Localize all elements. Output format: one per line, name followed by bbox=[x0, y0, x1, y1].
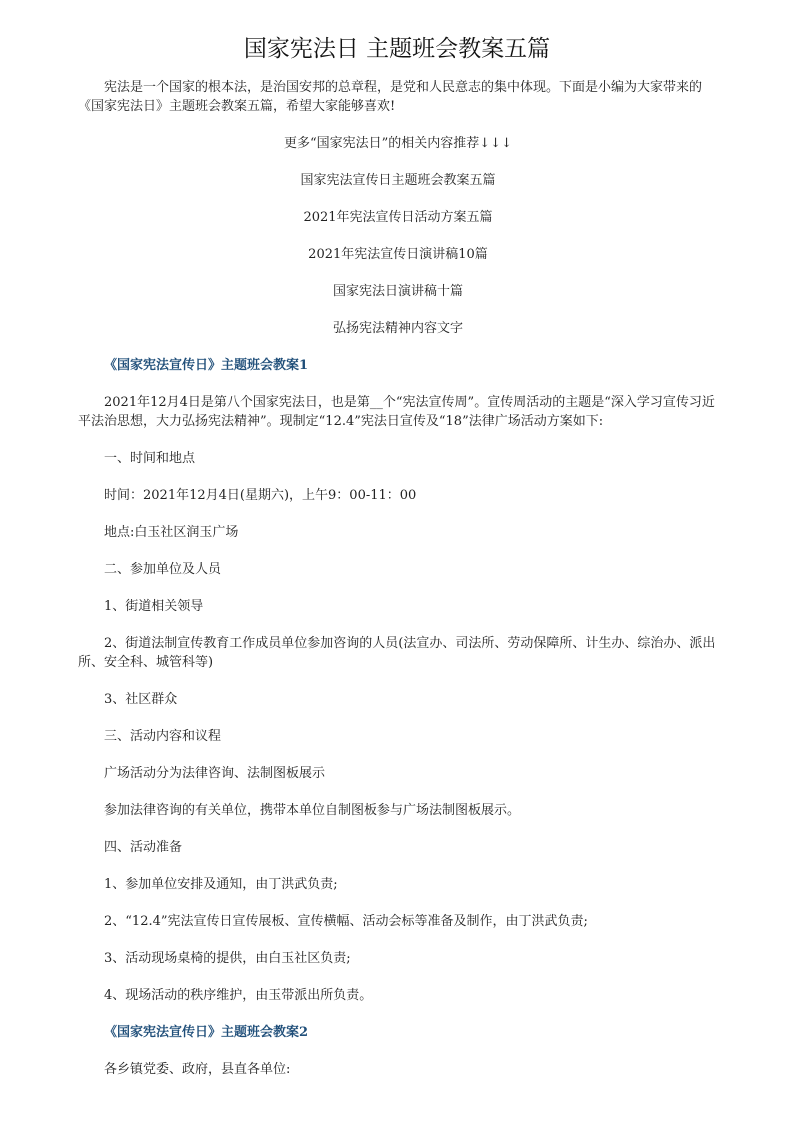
section-heading: 《国家宪法宣传日》主题班会教案1 bbox=[104, 358, 309, 373]
paragraph: 一、时间和地点 bbox=[104, 451, 196, 466]
intro-paragraph: 宪法是一个国家的根本法，是治国安邦的总章程，是党和人民意志的集中体现。下面是小编为大家带来的《国家宪法日》主题班会教案五篇，希望大家能够喜欢! bbox=[78, 80, 703, 114]
related-link[interactable]: 国家宪法宣传日主题班会教案五篇 bbox=[300, 173, 496, 188]
paragraph: 2、街道法制宣传教育工作成员单位参加咨询的人员(法宣办、司法所、劳动保障所、计生办、综治办、派出所、安全科、城管科等) bbox=[78, 636, 716, 670]
paragraph: 广场活动分为法律咨询、法制图板展示 bbox=[104, 766, 326, 781]
related-link[interactable]: 2021年宪法宣传日活动方案五篇 bbox=[303, 210, 493, 225]
related-link[interactable]: 国家宪法日演讲稿十篇 bbox=[332, 284, 463, 299]
paragraph: 3、活动现场桌椅的提供，由白玉社区负责; bbox=[104, 951, 351, 966]
document-body bbox=[78, 78, 718, 1097]
paragraph: 1、参加单位安排及通知，由丁洪武负责; bbox=[104, 877, 338, 892]
paragraph: 时间：2021年12月4日(星期六)，上午9：00-11：00 bbox=[104, 488, 417, 503]
paragraph: 2、“12.4”宪法宣传日宣传展板、宣传横幅、活动会标等准备及制作，由丁洪武负责; bbox=[104, 914, 588, 929]
paragraph: 地点:白玉社区润玉广场 bbox=[104, 525, 239, 540]
paragraph: 四、活动准备 bbox=[104, 840, 183, 855]
paragraph: 参加法律咨询的有关单位，携带本单位自制图板参与广场法制图板展示。 bbox=[104, 803, 521, 818]
paragraph: 1、街道相关领导 bbox=[104, 599, 204, 614]
paragraph: 三、活动内容和议程 bbox=[104, 729, 222, 744]
paragraph: 各乡镇党委、政府，县直各单位: bbox=[104, 1062, 291, 1077]
related-link[interactable]: 弘扬宪法精神内容文字 bbox=[332, 321, 463, 336]
paragraph: 3、社区群众 bbox=[104, 692, 178, 707]
paragraph: 二、参加单位及人员 bbox=[104, 562, 222, 577]
related-link[interactable]: 2021年宪法宣传日演讲稿10篇 bbox=[308, 247, 488, 262]
paragraph: 2021年12月4日是第八个国家宪法日，也是第__个“宪法宣传周”。宣传周活动的主题是“深入学习宣传习近平法治思想，大力弘扬宪法精神”。现制定“12.4”宪法日宣传及“18”法律广场活动方案如下: bbox=[78, 395, 715, 429]
recommend-label: 更多“国家宪法日”的相关内容推荐↓↓↓ bbox=[284, 136, 512, 151]
section-heading: 《国家宪法宣传日》主题班会教案2 bbox=[104, 1025, 309, 1040]
paragraph: 4、现场活动的秩序维护，由玉带派出所负责。 bbox=[104, 988, 373, 1003]
page-title: 国家宪法日 主题班会教案五篇 bbox=[243, 36, 551, 62]
